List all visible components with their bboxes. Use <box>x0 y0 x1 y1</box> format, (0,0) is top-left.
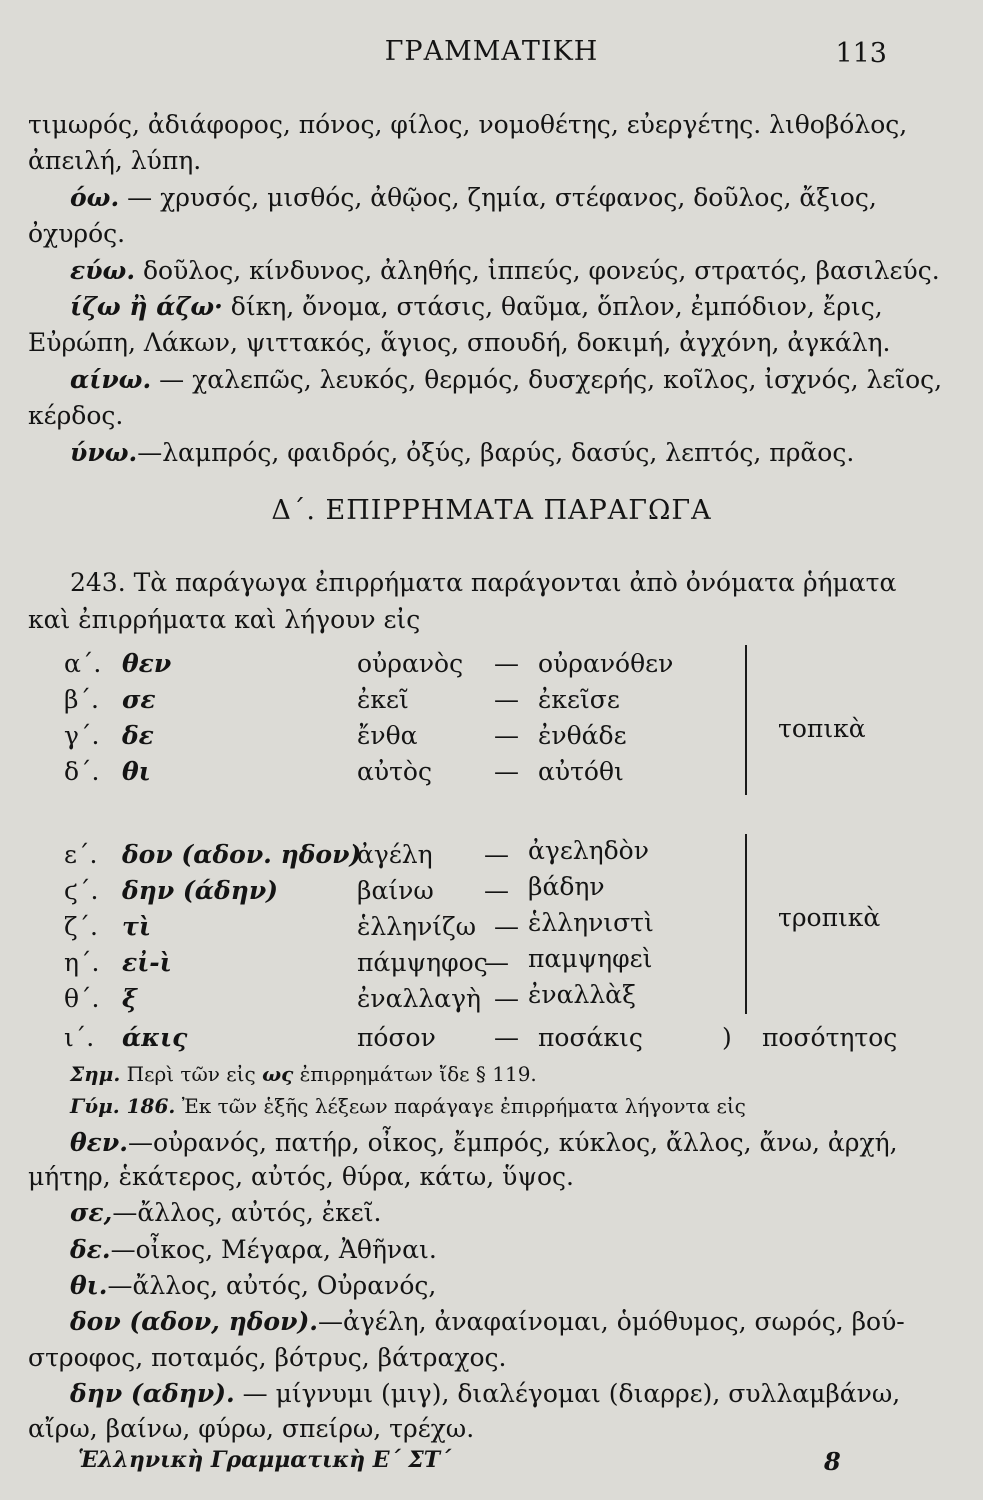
group-label-manner: τροπικὰ <box>778 903 881 932</box>
row-number: α΄. <box>64 649 102 678</box>
derived-word: ἐναλλὰξ <box>528 980 636 1009</box>
text-line: θι.—ἄλλος, αὐτός, Οὐρανός, <box>70 1271 437 1300</box>
base-word: ἀγέλη <box>357 840 433 869</box>
text-line: μήτηρ, ἑκάτερος, αὐτός, θύρα, κάτω, ὕψος. <box>28 1162 574 1191</box>
running-header-title: ΓΡΑΜΜΑΤΙΚΗ <box>384 36 599 67</box>
text-line: εύω. δοῦλος, κίνδυνος, ἀληθής, ἱππεύς, φονεύς, στρατός, βασιλεύς. <box>70 256 940 285</box>
text-line: όω. — χρυσός, μισθός, ἀθῷος, ζημία, στέφανος, δοῦλος, ἄξιος, <box>70 183 877 212</box>
group-bracket-line <box>745 645 747 795</box>
suffix: εἰ-ὶ <box>122 948 172 977</box>
section-title: Δ΄. ΕΠΙΡΡΗΜΑΤΑ ΠΑΡΑΓΩΓΑ <box>271 495 712 526</box>
paren: ) <box>722 1023 732 1052</box>
text-line: δε.—οἶκος, Μέγαρα, Ἀθῆναι. <box>70 1235 437 1264</box>
suffix: θεν <box>122 649 172 678</box>
dash: — <box>484 840 509 869</box>
text-line: ἀπειλή, λύπη. <box>28 146 202 175</box>
text-line: κέρδος. <box>28 401 124 430</box>
base-word: αὐτὸς <box>357 757 432 786</box>
text-line: Εὐρώπη, Λάκων, ψιττακός, ἅγιος, σπουδή, δοκιμή, ἀγχόνη, ἀγκάλη. <box>28 328 891 357</box>
row-number: θ΄. <box>64 984 100 1013</box>
row-number: η΄. <box>64 948 100 977</box>
derived-word: ἑλληνιστὶ <box>528 908 654 937</box>
text-line: ίζω ἢ άζω· δίκη, ὄνομα, στάσις, θαῦμα, ὅπλον, ἐμπόδιον, ἔρις, <box>70 292 883 321</box>
dash: — <box>494 1023 519 1052</box>
row-number: ε΄. <box>64 840 98 869</box>
suffix: τὶ <box>122 912 151 941</box>
text-line: ύνω.—λαμπρός, φαιδρός, ὀξύς, βαρύς, δασύς, λεπτός, πρᾶος. <box>70 438 855 467</box>
text-line: δην (αδην). — μίγνυμι (μιγ), διαλέγομαι (διαρρε), συλλαμβάνω, <box>70 1379 901 1408</box>
derived-word: οὐρανόθεν <box>538 649 674 678</box>
derived-word: ἐκεῖσε <box>538 685 620 714</box>
row-number: ζ΄. <box>64 912 98 941</box>
dash: — <box>494 912 519 941</box>
text-line: θεν.—οὐρανός, πατήρ, οἶκος, ἔμπρός, κύκλος, ἄλλος, ἄνω, ἀρχή, <box>70 1128 898 1157</box>
derived-word: ἐνθάδε <box>538 721 627 750</box>
dash: — <box>494 984 519 1013</box>
exercise-line: Γύμ. 186. Ἐκ τῶν ἑξῆς λέξεων παράγαγε ἐπιρρήματα λήγοντα εἰς <box>70 1094 746 1118</box>
row-number: β΄. <box>64 685 99 714</box>
dash: — <box>494 721 519 750</box>
derived-word: ἀγεληδὸν <box>528 836 649 865</box>
derived-word: ποσάκις <box>538 1023 643 1052</box>
text-line: τιμωρός, ἀδιάφορος, πόνος, φίλος, νομοθέτης, εὐεργέτης. λιθοβόλος, <box>28 110 908 139</box>
suffix: δον (αδον. ηδον) <box>122 840 362 869</box>
suffix: δε <box>122 721 154 750</box>
group-label-local: τοπικὰ <box>778 714 866 743</box>
page-number: 113 <box>835 38 887 69</box>
footer-signature-mark: 8 <box>824 1447 841 1476</box>
footer-book-title: Ἑλληνικὴ Γραμματικὴ Ε΄ ΣΤ΄ <box>78 1447 452 1473</box>
suffix: ξ <box>122 984 137 1013</box>
group-bracket-line <box>745 834 747 1014</box>
suffix: άκις <box>122 1023 188 1052</box>
base-word: ἐκεῖ <box>357 685 409 714</box>
text-line: δον (αδον, ηδον).—ἀγέλη, ἀναφαίνομαι, ὁμόθυμος, σωρός, βού- <box>70 1307 905 1336</box>
base-word: ἐναλλαγὴ <box>357 984 481 1013</box>
text-line: αίνω. — χαλεπῶς, λευκός, θερμός, δυσχερής, κοῖλος, ἰσχνός, λεῖος, <box>70 365 943 394</box>
base-word: πόσον <box>357 1023 436 1052</box>
text-line: στροφος, ποταμός, βότρυς, βάτραχος. <box>28 1343 507 1372</box>
paragraph-line: καὶ ἐπιρρήματα καὶ λήγουν εἰς <box>28 605 421 634</box>
dash: — <box>494 685 519 714</box>
text-line: ὀχυρός. <box>28 219 126 248</box>
row-number: γ΄. <box>64 721 100 750</box>
base-word: οὐρανὸς <box>357 649 464 678</box>
text-line: αἴρω, βαίνω, φύρω, σπείρω, τρέχω. <box>28 1414 475 1443</box>
base-word: ἔνθα <box>357 721 418 750</box>
derived-word: παμψηφεὶ <box>528 944 653 973</box>
dash: — <box>484 876 509 905</box>
text-line: σε,—ἄλλος, αὐτός, ἐκεῖ. <box>70 1198 382 1227</box>
suffix: δην (άδην) <box>122 876 278 905</box>
paragraph-line: 243. Τὰ παράγωγα ἐπιρρήματα παράγονται ἀπὸ ὀνόματα ῥήματα <box>70 568 897 597</box>
dash: — <box>494 649 519 678</box>
dash: — <box>494 757 519 786</box>
base-word: ἑλληνίζω <box>357 912 477 941</box>
suffix: σε <box>122 685 156 714</box>
dash: — <box>484 948 509 977</box>
group-label-quantity: ποσότητος <box>762 1023 898 1052</box>
note-line: Σημ. Περὶ τῶν εἰς ως ἐπιρρημάτων ἴδε § 119. <box>70 1062 537 1086</box>
base-word: βαίνω <box>357 876 434 905</box>
row-number: δ΄. <box>64 757 100 786</box>
derived-word: βάδην <box>528 872 605 901</box>
row-number: ι΄. <box>64 1023 95 1052</box>
row-number: ϛ΄. <box>64 876 99 905</box>
base-word: πάμψηφος <box>357 948 488 977</box>
derived-word: αὐτόθι <box>538 757 624 786</box>
suffix: θι <box>122 757 151 786</box>
